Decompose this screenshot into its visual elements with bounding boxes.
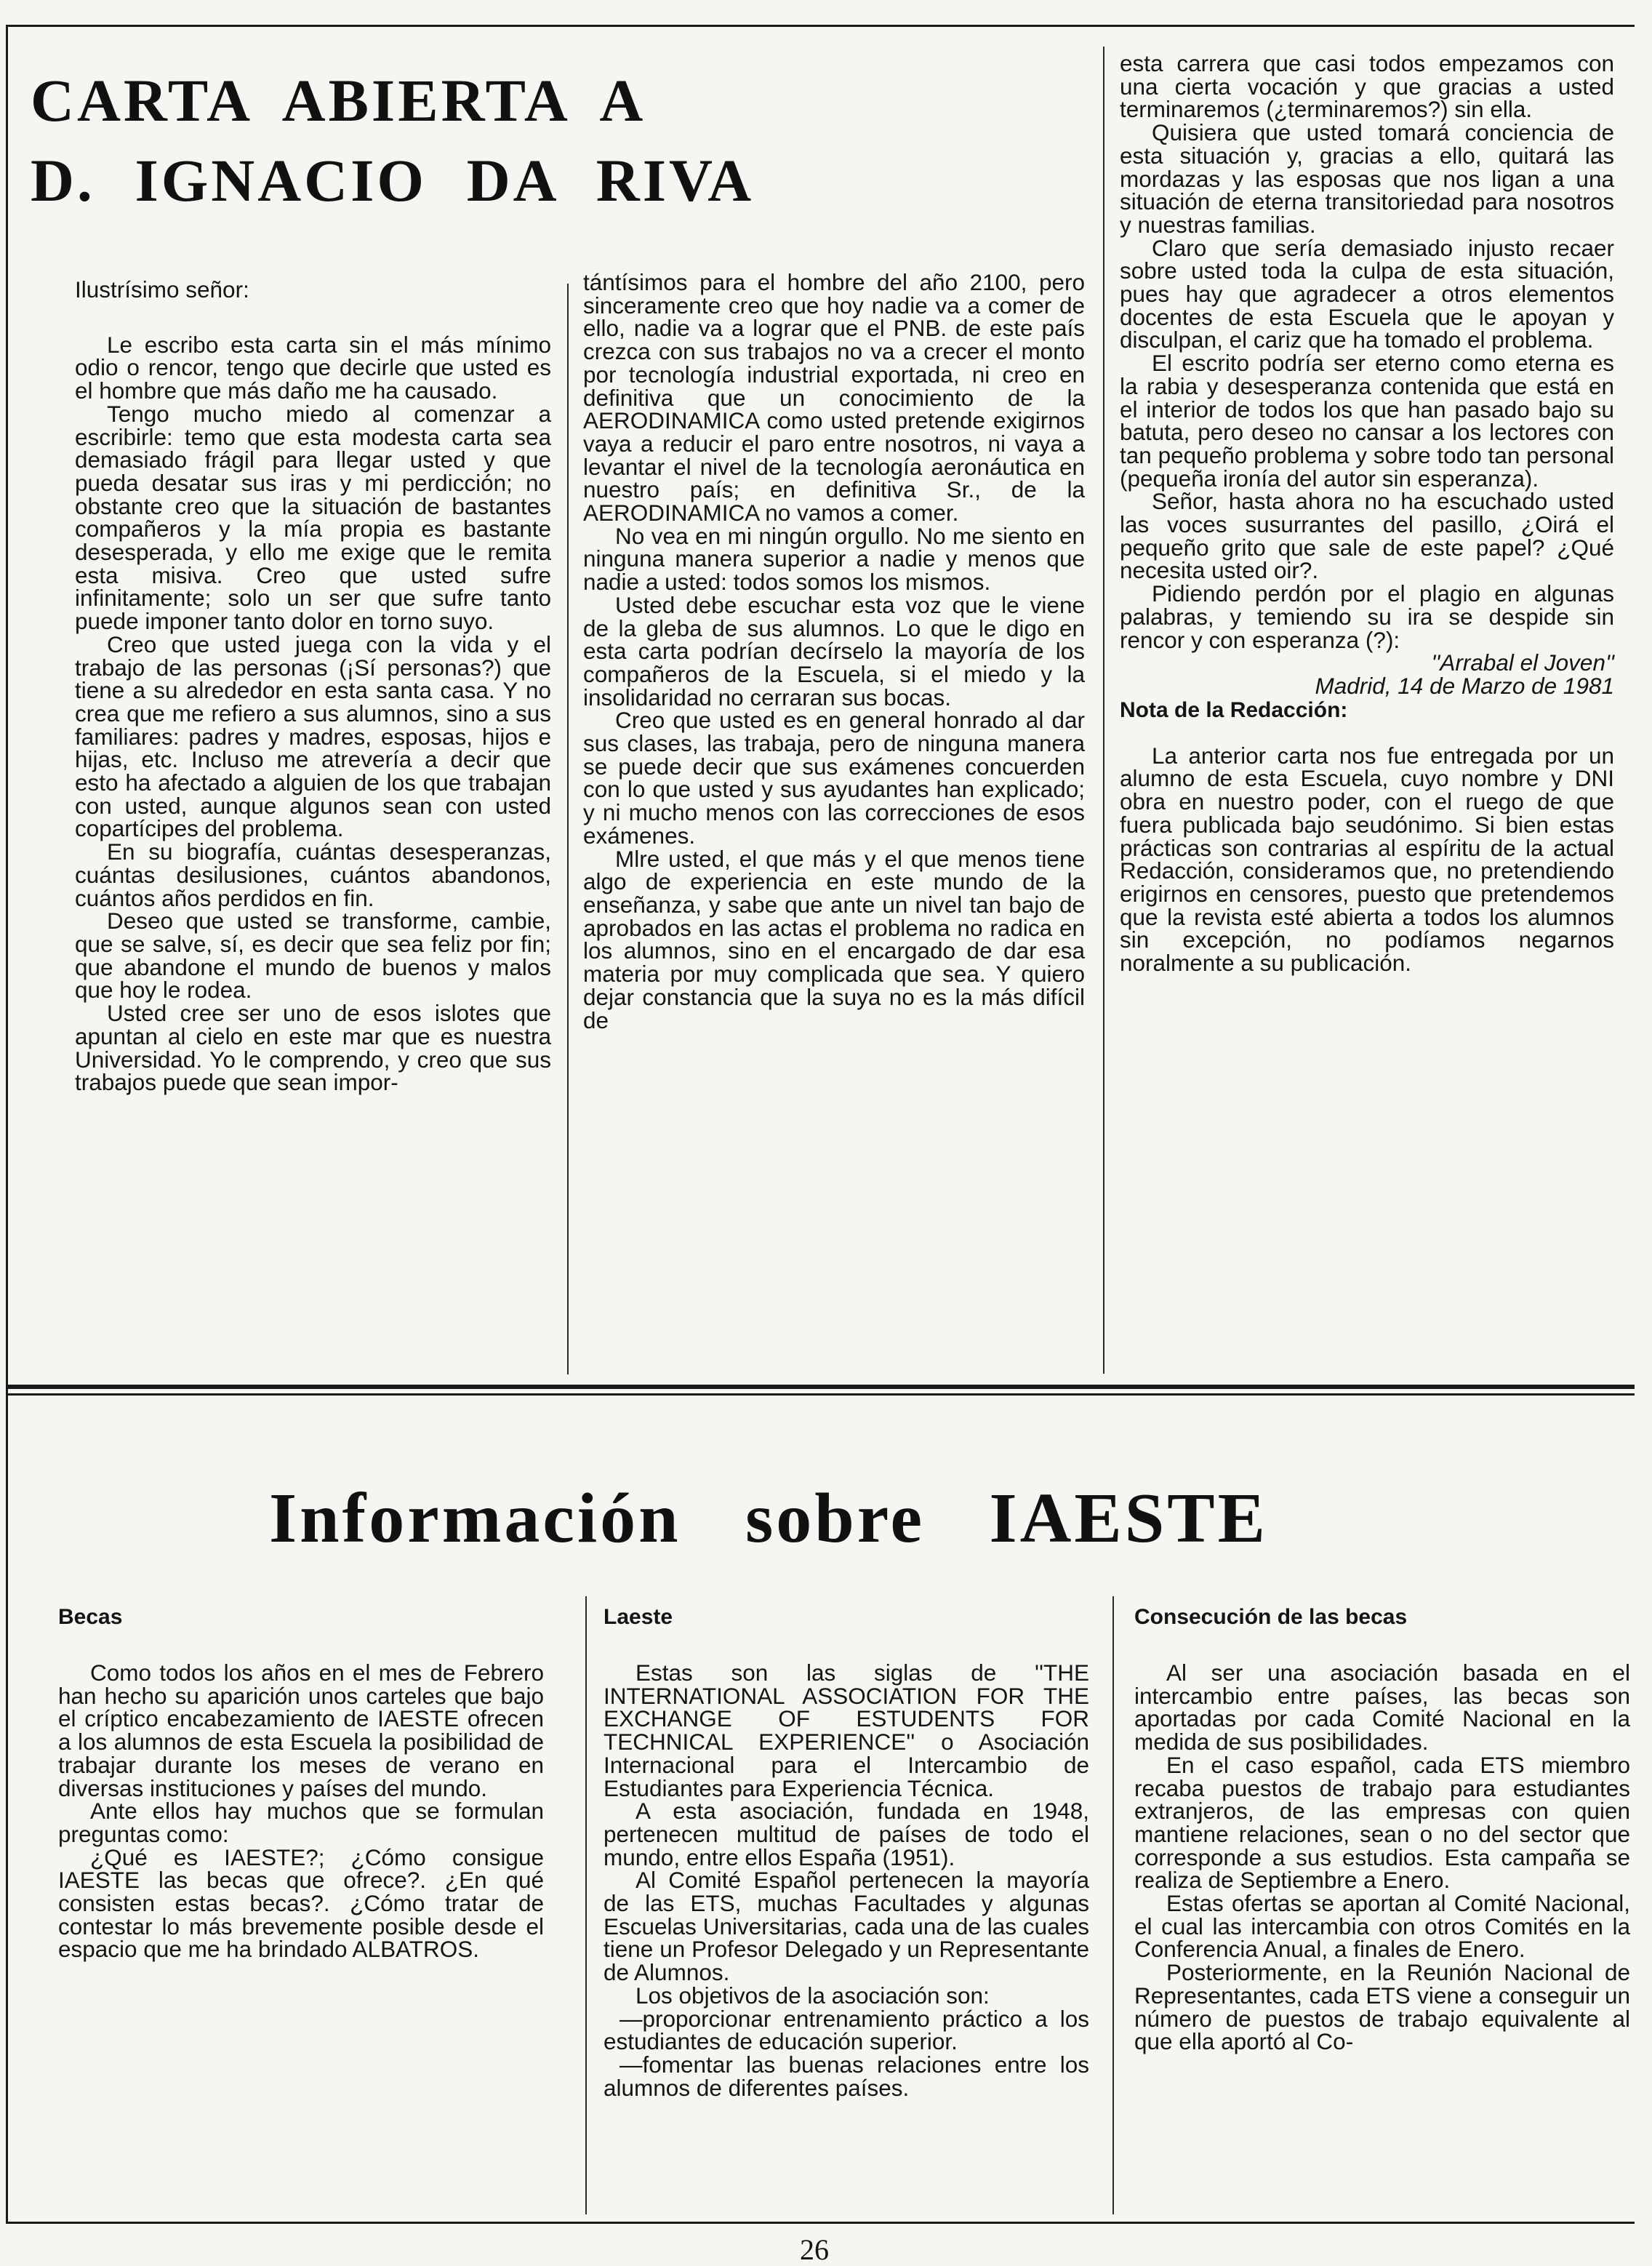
letter-column-1 — [75, 276, 551, 1096]
note-heading: Nota de la Redacción: — [1120, 697, 1348, 722]
note-text: La anterior carta nos fue entregada por un alumno de esta Escuela, cuyo nombre y DNI obra en nuestro poder, con el ruego de que fuera publicada bajo seudónimo. Si bien estas prácticas son contrarias al espíritu de la actual Redacción, consideramos que, no pretendiendo erigirnos en censores, puesto que pretendemos que la revista esté abierta a todos los alumnos sin excepción, no podíamos negarnos noralmente a su publicación. — [1120, 742, 1614, 977]
paragraph: Al Comité Español pertenecen la mayoría de las ETS, muchas Facultades y algunas Escuelas Universitarias, cada una de las cuales tiene un Profesor Delegado y un Representante de Alumnos. — [604, 1867, 1089, 1986]
letter-title-line-2: D. IGNACIO DA RIVA — [31, 147, 755, 214]
paragraph: En el caso español, cada ETS miembro recaba puestos de trabajo para estudiantes extranjeros, de las empresas con quien mantiene relaciones, sean o no del sector que corresponde a sus estudios. Esta campaña se realiza de Septiembre a Enero. — [1134, 1751, 1630, 1894]
paragraph: Usted cree ser uno de esos islotes que apuntan al cielo en este mar que es nuestra Universidad. Yo le comprendo, y creo que sus trabajos puede que sean impor- — [75, 1000, 551, 1096]
iaeste-column-2 — [604, 1605, 1089, 2099]
column-separator — [1112, 1596, 1114, 2214]
letter-title — [31, 64, 754, 217]
place-date: Madrid, 14 de Marzo de 1981 — [1315, 672, 1614, 699]
column-separator — [1103, 47, 1104, 1374]
paragraph: Le escribo esta carta sin el más mínimo odio o rencor, tengo que decirle que usted es el hombre que más daño me ha causado. — [75, 331, 551, 404]
signature: ''Arrabal el Joven'' — [1431, 649, 1614, 676]
paragraph: Creo que usted es en general honrado al dar sus clases, las trabaja, pero de ninguna manera se puede decir que sus exámenes concuerden con lo que usted y sus ayudantes han explicado; y ni mucho menos con las correcciones de esos exámenes. — [583, 707, 1085, 849]
paragraph: Los objetivos de la asociación son: — [635, 1982, 990, 2009]
paragraph: esta carrera que casi todos empezamos con una cierta vocación y que gracias a usted terminaremos (¿terminaremos?) sin ella. — [1120, 50, 1614, 123]
paragraph: Señor, hasta ahora no ha escuchado usted las voces susurrantes del pasillo, ¿Oirá el pequeño grito que sale de este papel? ¿Qué necesita usted oir?. — [1120, 488, 1614, 584]
section-divider-thin — [6, 1393, 1635, 1396]
list-item: —proporcionar entrenamiento práctico a los estudiantes de educación superior. — [604, 2005, 1089, 2055]
column-separator — [585, 1596, 587, 2214]
consecucion-heading: Consecución de las becas — [1134, 1605, 1408, 1629]
paragraph: Como todos los años en el mes de Febrero han hecho su aparición unos carteles que bajo el críptico encabezamiento de IAESTE ofrecen a los alumnos de esta Escuela la posibilidad de trabajar durante los meses de verano en diversas instituciones y países del mundo. — [58, 1660, 544, 1801]
iaeste-column-1 — [58, 1605, 544, 1961]
letter-column-2 — [583, 271, 1085, 1032]
paragraph: Deseo que usted se transforme, cambie, que se salve, sí, es decir que sea feliz por fin; que abandone el mundo de buenos y malos que hoy le rodea. — [75, 908, 551, 1004]
paragraph: Estas ofertas se aportan al Comité Nacional, el cual las intercambia con otros Comités en la Conferencia Anual, a finales de Enero. — [1134, 1890, 1630, 1963]
laeste-heading: Laeste — [604, 1605, 673, 1629]
paragraph: Quisiera que usted tomará conciencia de esta situación y, gracias a ello, quitará las mordazas y las esposas que nos ligan a una situación de eterna transitoriedad para nosotros y nuestras familias. — [1120, 119, 1614, 238]
paragraph: Creo que usted juega con la vida y el trabajo de las personas (¡Sí personas?) que tiene a su alrededor en esta santa casa. Y no crea que me refiero a sus alumnos, sino a sus familiares: padres y madres, esposas, hijos e hijas, etc. Incluso me atrevería a decir que esto ha afectado a alguien de los que trabajan con usted, aunque algunos sean con usted copartícipes del problema. — [75, 630, 551, 842]
paragraph: A esta asociación, fundada en 1948, pertenecen multitud de países de todo el mundo, entre ellos España (1951). — [604, 1798, 1089, 1870]
section-divider-thick — [6, 1385, 1635, 1389]
iaeste-column-3 — [1134, 1605, 1630, 2054]
list-item: —fomentar las buenas relaciones entre los alumnos de diferentes países. — [604, 2051, 1089, 2101]
paragraph: tántísimos para el hombre del año 2100, pero sinceramente creo que hoy nadie va a comer de ello, nadie va a lograr que el PNB. de este país crezca con sus trabajos no va a crecer el monto por tecnología industrial exportada, ni creo en definitiva que un conocimiento de la AERODINAMICA como usted pretende exigirnos vaya a reducir el paro entre nosotros, ni vaya a levantar el nivel de la tecnología aeronáutica en nuestro país; en definitiva Sr., de la AERODINAMICA no vamos a comer. — [583, 269, 1085, 527]
paragraph: Usted debe escuchar esta voz que le viene de la gleba de sus alumnos. Lo que le digo en esta carta podrían decírselo la mayoría de los compañeros de la Escuela, si el miedo y la insolidaridad no cerraran sus bocas. — [583, 591, 1085, 710]
paragraph: Claro que sería demasiado injusto recaer sobre usted toda la culpa de esta situación, pues hay que agradecer a otros elementos docentes de esta Escuela que le apoyan y disculpan, el cariz que ha tomado el problema. — [1120, 234, 1614, 353]
paragraph: Mlre usted, el que más y el que menos tiene algo de experiencia en este mundo de la enseñanza, y sabe que ante un nivel tan bajo de aprobados en las actas el problema no radica en los alumnos, sino en el encargado de dar esa materia por muy complicada que sea. Y quiero dejar constancia que la suya no es la más difícil de — [583, 845, 1085, 1033]
paragraph: En su biografía, cuántas desesperanzas, cuántas desilusiones, cuántos abandonos, cuántos años perdidos en fin. — [75, 838, 551, 911]
paragraph: Ante ellos hay muchos que se formulan preguntas como: — [58, 1798, 544, 1847]
paragraph: Tengo mucho miedo al comenzar a escribirle: temo que esta modesta carta sea demasiado frágil para llegar usted y que pueda desatar sus iras y mi perdicción; no obstante creo que la situación de bastantes compañeros y la mía propia es bastante desesperada, y ello me exige que le remita esta misiva. Creo que usted sufre infinitamente; solo un ser que sufre tanto puede imponer tanto dolor en torno suyo. — [75, 400, 551, 635]
paragraph: ¿Qué es IAESTE?; ¿Cómo consigue IAESTE las becas que ofrece?. ¿En qué consisten estas becas?. ¿Cómo tratar de contestar lo más brevemente posible desde el espacio que me ha brindado ALBATROS. — [58, 1843, 544, 1963]
letter-column-3 — [1120, 52, 1614, 975]
paragraph: Pidiendo perdón por el plagio en algunas palabras, y temiendo su ira se despide sin rencor y con esperanza (?): — [1120, 580, 1614, 653]
paragraph: Al ser una asociación basada en el intercambio entre países, las becas son aportadas por cada Comité Nacional en la medida de sus posibilidades. — [1134, 1660, 1630, 1755]
salutation: Ilustrísimo señor: — [75, 276, 249, 303]
letter-title-line-1: CARTA ABIERTA A — [31, 67, 646, 134]
paragraph: Posteriormente, en la Reunión Nacional de Representantes, cada ETS viene a conseguir un número de puestos de trabajo equivalente al que ella aportó al Co- — [1134, 1959, 1630, 2055]
becas-heading: Becas — [58, 1605, 123, 1629]
page-number: 26 — [800, 2233, 829, 2266]
paragraph: Estas son las siglas de ''THE INTERNATIONAL ASSOCIATION FOR THE EXCHANGE OF ESTUDENTS FOR TECHNICAL EXPERIENCE'' o Asociación Internacional para el Intercambio de Estudiantes para Experiencia Técnica. — [604, 1660, 1089, 1801]
column-separator — [567, 284, 569, 1374]
paragraph: El escrito podría ser eterno como eterna es la rabia y desesperanza contenida que está en el interior de todos los que han pasado bajo su batuta, pero deseo no cansar a los lectores con tan pequeño problema y sobre todo tan personal (pequeña ironía del autor sin esperanza). — [1120, 350, 1614, 492]
paragraph: No vea en mi ningún orgullo. No me siento en ninguna manera superior a nadie y menos que nadie a usted: todos somos los mismos. — [583, 522, 1085, 596]
iaeste-title: Información sobre IAESTE — [269, 1479, 1269, 1558]
